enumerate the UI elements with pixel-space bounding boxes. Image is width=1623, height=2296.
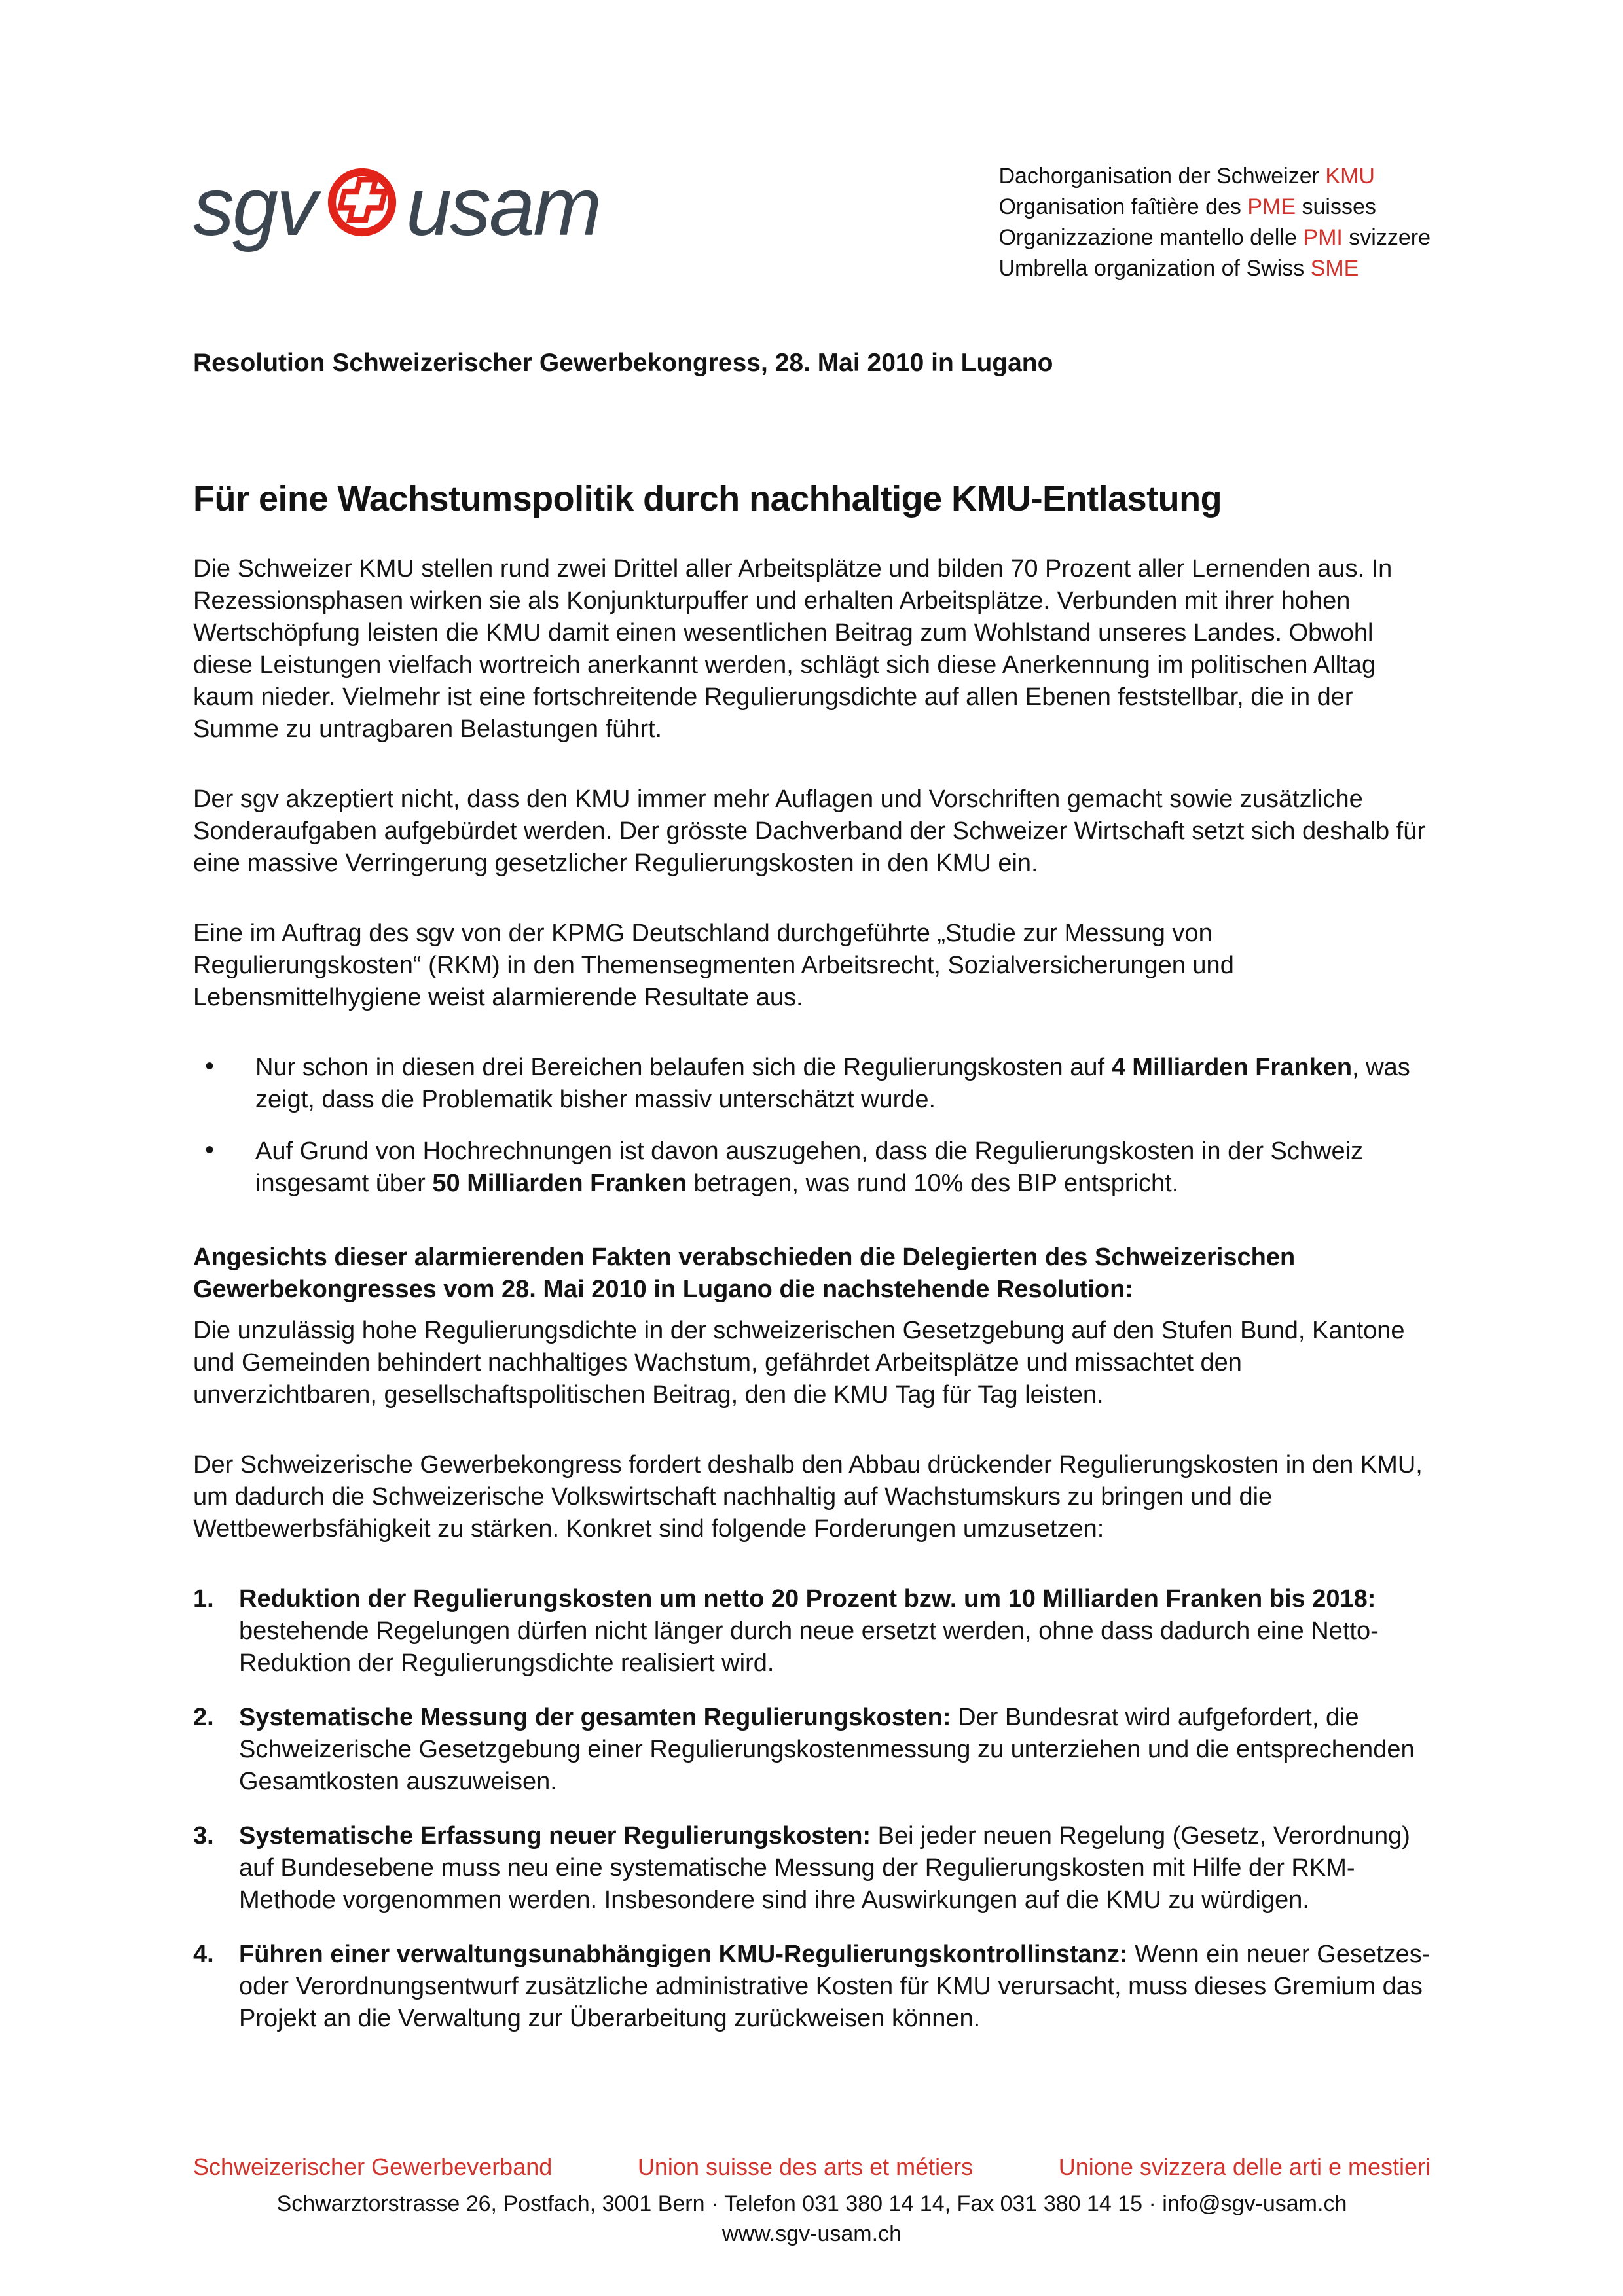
header bbox=[193, 157, 1431, 284]
org-line-fr: Organisation faîtière des PME suisses bbox=[998, 194, 1376, 219]
demand-item-4 bbox=[193, 1939, 1431, 2035]
sgv-usam-logo bbox=[193, 160, 600, 253]
footer-org-de: Schweizerischer Gewerbeverband bbox=[193, 2153, 553, 2180]
footer-website: www.sgv-usam.ch bbox=[722, 2221, 902, 2246]
logo-sgv-text: sgv bbox=[193, 160, 316, 253]
bullet-text: Auf Grund von Hochrechnungen ist davon auszugehen, dass die Regulierungskosten in der Schweiz insgesamt über 50 Milliarden Franken betragen, was rund 10% des BIP entspricht. bbox=[255, 1138, 1364, 1197]
org-line-en: Umbrella organization of Swiss SME bbox=[998, 256, 1359, 281]
footer-org-fr: Union suisse des arts et métiers bbox=[637, 2153, 974, 2180]
demand-number: 1. bbox=[193, 1585, 214, 1613]
demand-number: 3. bbox=[193, 1822, 214, 1850]
demand-item-2 bbox=[193, 1702, 1431, 1798]
resolution-kicker: Resolution Schweizerischer Gewerbekongress, 28. Mai 2010 in Lugano bbox=[193, 349, 1053, 377]
paragraph-resolution-lead: Angesichts dieser alarmierenden Fakten verabschieden die Delegierten des Schweizerischen Gewerbekongresses vom 28. Mai 2010 in Lugano die nachstehende Resolution: bbox=[193, 1244, 1296, 1303]
demand-text: Systematische Messung der gesamten Regulierungskosten: Der Bundesrat wird aufgefordert, die Schweizerische Gesetzgebung einer Regulierungskostenmessung zu unterziehen und die entsprechenden Gesamtkosten auszuweisen. bbox=[239, 1704, 1415, 1795]
findings-bullet-list bbox=[193, 1052, 1431, 1200]
logo-usam-text: usam bbox=[406, 160, 600, 253]
demand-text: Systematische Erfassung neuer Regulierungskosten: Bei jeder neuen Regelung (Gesetz, Verordnung) auf Bundesebene muss neu eine systematische Messung der Regulierungskosten mit Hilfe der RKM-Methode vorgenommen werden. Insbesondere sind ihre Auswirkungen auf die KMU zu würdigen. bbox=[239, 1822, 1410, 1914]
org-line-it: Organizzazione mantello delle PMI svizzere bbox=[998, 225, 1431, 250]
bullet-item-4-milliarden bbox=[193, 1052, 1431, 1116]
footer-address-line: Schwarztorstrasse 26, Postfach, 3001 Bern · Telefon 031 380 14 14, Fax 031 380 14 15 · info@sgv-usam.ch bbox=[276, 2191, 1347, 2216]
org-descriptions bbox=[998, 161, 1431, 284]
paragraph-sgv-position: Der sgv akzeptiert nicht, dass den KMU immer mehr Auflagen und Vorschriften gemacht sowie zusätzliche Sonderaufgaben aufgebürdet werden. Der grösste Dachverband der Schweizer Wirtschaft setzt sich deshalb für eine massive Verringerung gesetzlicher Regulierungskosten in den KMU ein. bbox=[193, 785, 1426, 877]
org-line-de: Dachorganisation der Schweizer KMU bbox=[998, 164, 1375, 188]
demand-item-1 bbox=[193, 1583, 1431, 1679]
demand-text: Führen einer verwaltungsunabhängigen KMU-Regulierungskontrollinstanz: Wenn ein neuer Gesetzes- oder Verordnungsentwurf zusätzliche administrative Kosten für KMU verursacht, muss dieses Gremium das Projekt an die Verwaltung zur Überarbeitung zurückweisen können. bbox=[239, 1941, 1431, 2032]
bullet-icon: • bbox=[205, 1136, 215, 1164]
document-title: Für eine Wachstumspolitik durch nachhaltige KMU-Entlastung bbox=[193, 479, 1222, 518]
swiss-cross-circle-icon bbox=[322, 162, 402, 242]
bullet-icon: • bbox=[205, 1052, 215, 1081]
document-body bbox=[193, 553, 1431, 2035]
bullet-item-50-milliarden bbox=[193, 1136, 1431, 1200]
demand-text: Reduktion der Regulierungskosten um netto 20 Prozent bzw. um 10 Milliarden Franken bis 2018: bestehende Regelungen dürfen nicht länger durch neue ersetzt werden, ohne dass dadurch eine Netto-Reduktion der Regulierungsdichte realisiert wird. bbox=[239, 1585, 1379, 1677]
demand-number: 2. bbox=[193, 1704, 214, 1731]
paragraph-regulierungsdichte: Die unzulässig hohe Regulierungsdichte in der schweizerischen Gesetzgebung auf den Stufen Bund, Kantone und Gemeinden behindert nachhaltiges Wachstum, gefährdet Arbeitsplätze und missachtet den unverzichtbaren, gesellschaftspolitischen Beitrag, den die KMU Tag für Tag leisten. bbox=[193, 1317, 1405, 1408]
paragraph-forderungen-intro: Der Schweizerische Gewerbekongress fordert deshalb den Abbau drückender Regulierungskosten in den KMU, um dadurch die Schweizerische Volkswirtschaft nachhaltig auf Wachstumskurs zu bringen und die Wettbewerbsfähigkeit zu stärken. Konkret sind folgende Forderungen umzusetzen: bbox=[193, 1451, 1423, 1543]
paragraph-kpmg-study: Eine im Auftrag des sgv von der KPMG Deutschland durchgeführte „Studie zur Messung von Regulierungskosten“ (RKM) in den Themensegmenten Arbeitsrecht, Sozialversicherungen und Lebensmittelhygiene weist alarmierende Resultate aus. bbox=[193, 920, 1234, 1011]
demands-numbered-list bbox=[193, 1583, 1431, 2035]
paragraph-intro-kmu: Die Schweizer KMU stellen rund zwei Drittel aller Arbeitsplätze und bilden 70 Prozent aller Lernenden aus. In Rezessionsphasen wirken sie als Konjunkturpuffer und erhalten Arbeitsplätze. Verbunden mit ihrer hohen Wertschöpfung leisten die KMU damit einen wesentlichen Beitrag zum Wohlstand unseres Landes. Obwohl diese Leistungen vielfach wortreich anerkannt werden, schlägt sich diese Anerkennung im politischen Alltag kaum nieder. Vielmehr ist eine fortschreitende Regulierungsdichte auf allen Ebenen feststellbar, die in der Summe zu untragbaren Belastungen führt. bbox=[193, 555, 1393, 743]
demand-number: 4. bbox=[193, 1941, 214, 1968]
demand-item-3 bbox=[193, 1820, 1431, 1916]
footer-org-it: Unione svizzera delle arti e mestieri bbox=[1058, 2153, 1431, 2180]
bullet-text: Nur schon in diesen drei Bereichen belaufen sich die Regulierungskosten auf 4 Milliarden Franken, was zeigt, dass die Problematik bisher massiv unterschätzt wurde. bbox=[255, 1054, 1410, 1113]
footer bbox=[193, 2152, 1431, 2249]
footer-org-names bbox=[193, 2152, 1431, 2182]
